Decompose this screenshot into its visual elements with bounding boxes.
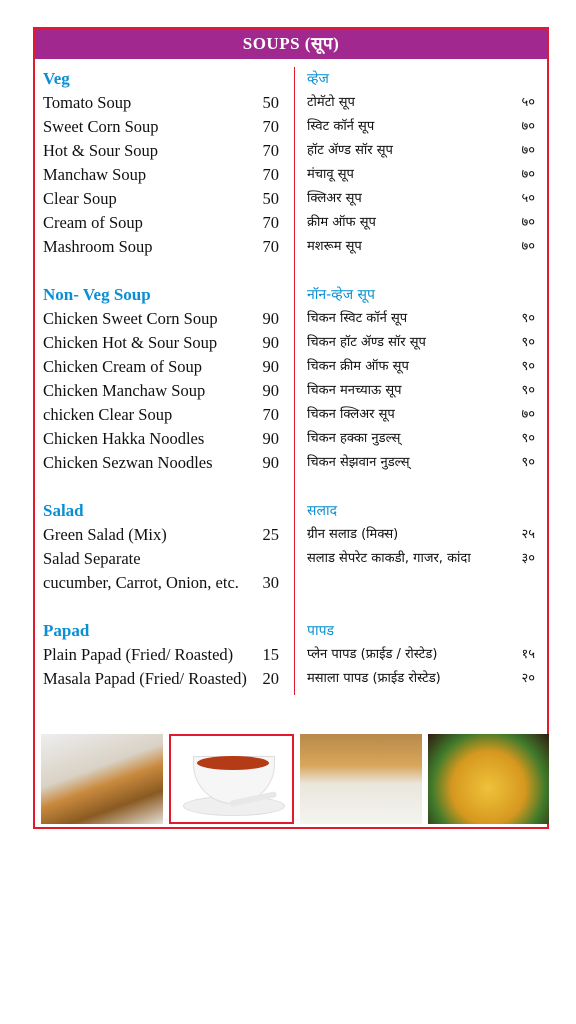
menu-item (43, 379, 279, 403)
menu-item (307, 187, 535, 211)
section-title: Veg (43, 69, 70, 88)
item-price: 70 (262, 405, 279, 424)
soup-bowl-photo (169, 734, 295, 824)
item-name: chicken Clear Soup (43, 405, 173, 424)
soup-shape (197, 756, 269, 770)
menu-item (43, 91, 279, 115)
menu-item (43, 139, 279, 163)
english-column (43, 67, 279, 691)
item-price: 20 (262, 669, 279, 688)
poha-plate-photo (428, 734, 550, 824)
item-price: १५ (521, 647, 535, 662)
menu-item (307, 91, 535, 115)
item-price: ५० (521, 95, 535, 110)
marathi-column (307, 67, 535, 691)
item-name: प्लेन पापड (फ्राईड / रोस्टेड) (307, 647, 438, 662)
item-price: ७० (521, 143, 535, 158)
item-price: ९० (521, 311, 535, 326)
menu-item (43, 403, 279, 427)
item-price: ९० (521, 335, 535, 350)
section-salad (43, 499, 279, 595)
menu-item (307, 451, 535, 475)
item-price: 90 (262, 429, 279, 448)
item-price: ७० (521, 167, 535, 182)
menu-item (307, 307, 535, 331)
item-name: Chicken Sweet Corn Soup (43, 309, 218, 328)
item-name: Tomato Soup (43, 93, 132, 112)
item-price: २० (521, 671, 535, 686)
item-price: 50 (262, 93, 279, 112)
section-title: Salad (43, 501, 84, 520)
item-name: मसाला पापड (फ्राईड रोस्टेड) (307, 671, 441, 686)
menu-item (43, 547, 279, 571)
item-name: Sweet Corn Soup (43, 117, 159, 136)
section-title: Non- Veg Soup (43, 285, 151, 304)
item-name: Salad Separate (43, 549, 141, 568)
section-salad-mr (307, 499, 535, 571)
item-price: ५० (521, 191, 535, 206)
section-title: सलाद (307, 503, 338, 519)
item-name: Hot & Sour Soup (43, 141, 159, 160)
item-name: सलाड सेपरेट काकडी, गाजर, कांदा (307, 551, 471, 566)
item-price: ७० (521, 215, 535, 230)
menu-item (43, 331, 279, 355)
menu-item (307, 235, 535, 259)
food-photo-strip (41, 734, 549, 826)
menu-item (307, 379, 535, 403)
section-veg (43, 67, 279, 259)
item-price: ९० (521, 431, 535, 446)
menu-item (307, 139, 535, 163)
item-name: Chicken Hakka Noodles (43, 429, 205, 448)
section-veg-mr (307, 67, 535, 259)
item-price: 70 (262, 117, 279, 136)
item-name: Clear Soup (43, 189, 117, 208)
menu-item (307, 331, 535, 355)
menu-item (307, 403, 535, 427)
item-name: Chicken Manchaw Soup (43, 381, 206, 400)
item-price: 30 (262, 573, 279, 592)
item-name: चिकन क्लिअर सूप (307, 407, 395, 422)
section-title: व्हेज (307, 71, 329, 87)
menu-item (307, 667, 535, 691)
item-name: Masala Papad (Fried/ Roasted) (43, 669, 247, 688)
item-price: ९० (521, 359, 535, 374)
item-name: Cream of Soup (43, 213, 143, 232)
item-name: Plain Papad (Fried/ Roasted) (43, 645, 234, 664)
item-name: चिकन हॉट ॲण्ड सॉर सूप (307, 335, 426, 350)
item-price: ९० (521, 383, 535, 398)
item-price: ७० (521, 119, 535, 134)
menu-item (307, 163, 535, 187)
item-name: क्रीम ऑफ सूप (307, 215, 376, 230)
item-price: 15 (262, 645, 279, 664)
item-price: 90 (262, 453, 279, 472)
section-title: Papad (43, 621, 90, 640)
item-name: Green Salad (Mix) (43, 525, 167, 544)
item-price: 70 (262, 237, 279, 256)
item-name: Mashroom Soup (43, 237, 153, 256)
item-price: 70 (262, 213, 279, 232)
wrap-roll-photo (41, 734, 163, 824)
item-price: 90 (262, 333, 279, 352)
item-name: टोमॅटो सूप (307, 95, 355, 110)
menu-item (43, 115, 279, 139)
menu-item (307, 115, 535, 139)
item-price: 70 (262, 165, 279, 184)
menu-item (43, 523, 279, 547)
item-name: हॉट ॲण्ड सॉर सूप (307, 143, 393, 158)
menu-item (43, 163, 279, 187)
menu-item (43, 355, 279, 379)
dosa-idli-photo (300, 734, 422, 824)
item-name: क्लिअर सूप (307, 191, 362, 206)
item-price: ७० (521, 407, 535, 422)
section-title: नॉन-व्हेज सूप (307, 287, 375, 303)
section-papad (43, 619, 279, 691)
menu-header: SOUPS (सूप) (35, 29, 547, 59)
item-name: Chicken Hot & Sour Soup (43, 333, 218, 352)
menu-item (43, 427, 279, 451)
menu-item (43, 211, 279, 235)
column-divider (294, 67, 295, 695)
item-name: cucumber, Carrot, Onion, etc. (43, 573, 239, 592)
menu-item (307, 547, 535, 571)
item-name: चिकन सेझवान नुडल्स् (307, 455, 410, 470)
item-name: Chicken Sezwan Noodles (43, 453, 213, 472)
item-price: ९० (521, 455, 535, 470)
item-price: 25 (262, 525, 279, 544)
item-name: चिकन क्रीम ऑफ सूप (307, 359, 409, 374)
item-name: चिकन मनच्याऊ सूप (307, 383, 402, 398)
item-name: मशरूम सूप (307, 239, 362, 254)
item-price: 90 (262, 381, 279, 400)
section-nonveg (43, 283, 279, 475)
section-papad-mr (307, 619, 535, 691)
menu-item (307, 643, 535, 667)
item-price: 90 (262, 309, 279, 328)
item-name: Manchaw Soup (43, 165, 147, 184)
item-name: चिकन हक्का नुडल्स् (307, 431, 401, 446)
menu-item (307, 427, 535, 451)
menu-item (307, 355, 535, 379)
item-price: २५ (521, 527, 535, 542)
item-name: Chicken Cream of Soup (43, 357, 203, 376)
item-price: 90 (262, 357, 279, 376)
menu-item (43, 235, 279, 259)
menu-item (43, 643, 279, 667)
menu-item (43, 187, 279, 211)
item-price: 50 (262, 189, 279, 208)
menu-item (43, 667, 279, 691)
item-name: चिकन स्विट कॉर्न सूप (307, 311, 408, 326)
item-price: 70 (262, 141, 279, 160)
item-price: ३० (521, 551, 535, 566)
item-price: ७० (521, 239, 535, 254)
menu-item (43, 307, 279, 331)
item-name: स्विट कॉर्न सूप (307, 119, 375, 134)
menu-item (307, 523, 535, 547)
menu-item (43, 571, 279, 595)
section-nonveg-mr (307, 283, 535, 475)
item-name: ग्रीन सलाड (मिक्स) (307, 527, 399, 542)
menu-card (33, 27, 549, 829)
menu-item (307, 211, 535, 235)
section-title: पापड (307, 623, 335, 639)
item-name: मंचावू सूप (307, 167, 354, 182)
menu-item (43, 451, 279, 475)
